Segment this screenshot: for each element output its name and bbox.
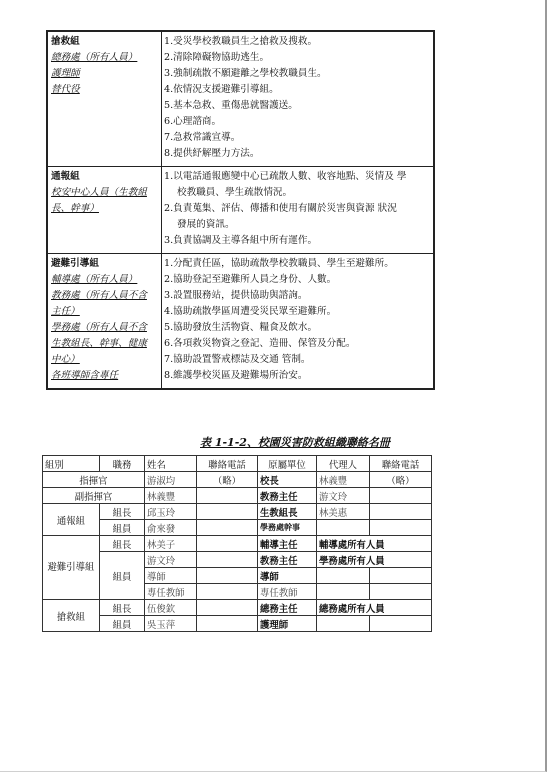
- group-member: 各班導師含專任: [51, 370, 119, 381]
- group-member: 中心）: [51, 354, 80, 365]
- group-cell: [47, 254, 162, 390]
- deputy-cell: [317, 584, 370, 600]
- duty-item: 1.受災學校教職員生之搶救及搜救。: [164, 36, 318, 47]
- header-group: 組別: [43, 456, 100, 472]
- deputy-cell: 總務處所有人員: [317, 600, 432, 616]
- group-title: 通報組: [51, 171, 80, 182]
- duty-item: 5.基本急救、重傷患就醫護送。: [164, 100, 298, 111]
- table-row: [43, 536, 432, 552]
- group-member: 學務處（所有人員不含: [51, 322, 147, 333]
- phone-cell: [197, 504, 258, 520]
- name-cell: 專任教師: [145, 584, 197, 600]
- phone-cell: [197, 520, 258, 536]
- duty-item: 校教職員、學生疏散情況。: [177, 187, 293, 198]
- phone2-cell: [370, 616, 432, 632]
- unit-cell: 輔導主任: [258, 536, 317, 552]
- phone-cell: [197, 568, 258, 584]
- deputy-cell: 輔導處所有人員: [317, 536, 432, 552]
- role-cell: 組長: [100, 600, 145, 616]
- phone-cell: [197, 616, 258, 632]
- group-cell: 通報組: [43, 504, 100, 536]
- duty-item: 7.急救常識宣導。: [164, 132, 241, 143]
- table-row: [43, 520, 432, 536]
- contact-header-row: [43, 456, 432, 472]
- phone2-cell: [370, 520, 432, 536]
- group-member: 護理師: [51, 68, 80, 79]
- deputy-cell: [317, 616, 370, 632]
- phone2-cell: （略）: [370, 472, 432, 488]
- duty-group-row: [47, 167, 434, 254]
- duty-item: 6.心理諮商。: [164, 116, 222, 127]
- name-cell: 伍俊欽: [145, 600, 197, 616]
- deputy-cell: [317, 568, 370, 584]
- name-cell: 吳玉萍: [145, 616, 197, 632]
- duty-item: 8.維護學校災區及避難場所治安。: [164, 370, 308, 381]
- role-cell: 組員: [100, 520, 145, 536]
- name-cell: 游文玲: [145, 552, 197, 568]
- duty-cell: [162, 254, 435, 390]
- group-member: 教務處（所有人員不含: [51, 290, 147, 301]
- phone2-cell: [370, 504, 432, 520]
- unit-cell: 校長: [258, 472, 317, 488]
- role-cell: 組員: [100, 616, 145, 632]
- duty-item: 6.各項救災物資之登記、造冊、保管及分配。: [164, 338, 356, 349]
- phone-cell: （略）: [197, 472, 258, 488]
- group-title: 搶救組: [51, 36, 80, 47]
- unit-cell: 學務處幹事: [258, 520, 317, 536]
- duty-item: 發展的資訊。: [177, 219, 235, 230]
- duty-cell: [162, 167, 435, 254]
- group-member: 總務處（所有人員）: [51, 52, 138, 63]
- header-phone: 聯絡電話: [197, 456, 258, 472]
- table-row: [43, 488, 432, 504]
- table-row: [43, 472, 432, 488]
- table-row: [43, 616, 432, 632]
- group-title: 避難引導組: [51, 258, 99, 269]
- group-cell: [47, 31, 162, 167]
- deputy-cell: 學務處所有人員: [317, 552, 432, 568]
- duty-item: 3.負責協調及主導各組中所有運作。: [164, 235, 318, 246]
- name-cell: 俞來發: [145, 520, 197, 536]
- unit-cell: 導師: [258, 568, 317, 584]
- group-member: 校安中心人員（生教組: [51, 187, 147, 198]
- role-cell: 組員: [100, 552, 145, 600]
- unit-cell: 生教組長: [258, 504, 317, 520]
- name-cell: 林美子: [145, 536, 197, 552]
- group-member: 長、幹事）: [51, 203, 99, 214]
- unit-cell: 教務主任: [258, 488, 317, 504]
- phone-cell: [197, 584, 258, 600]
- phone-cell: [197, 488, 258, 504]
- duty-item: 2.負責蒐集、評估、傳播和使用有關於災害與資源 狀況: [164, 203, 397, 214]
- phone2-cell: [370, 584, 432, 600]
- phone-cell: [197, 536, 258, 552]
- duty-item: 7.協助設置警戒標誌及交通 管制。: [164, 354, 311, 365]
- name-cell: 邱玉玲: [145, 504, 197, 520]
- deputy-cell: 林義豐: [317, 472, 370, 488]
- duty-item: 1.分配責任區，協助疏散學校教職員、學生至避難所。: [164, 258, 394, 269]
- phone2-cell: [370, 488, 432, 504]
- group-member: 生教組長、幹事、健康: [51, 338, 147, 349]
- group-member: 輔導處（所有人員）: [51, 274, 138, 285]
- unit-cell: 護理師: [258, 616, 317, 632]
- duty-group-row: [47, 31, 434, 167]
- group-cell: 避難引導組: [43, 536, 100, 600]
- deputy-cell: 游文玲: [317, 488, 370, 504]
- table-row: [43, 552, 432, 568]
- duty-table: [46, 30, 435, 390]
- unit-cell: 總務主任: [258, 600, 317, 616]
- unit-cell: 教務主任: [258, 552, 317, 568]
- header-phone2: 聯絡電話: [370, 456, 432, 472]
- name-cell: 林義豐: [145, 488, 197, 504]
- group-member: 替代役: [51, 84, 80, 95]
- header-deputy: 代理人: [317, 456, 370, 472]
- deputy-cell: 林美惠: [317, 504, 370, 520]
- header-unit: 原屬單位: [258, 456, 317, 472]
- duty-item: 3.設置服務站，提供協助與諮詢。: [164, 290, 308, 301]
- duty-cell: [162, 31, 435, 167]
- name-cell: 游淑均: [145, 472, 197, 488]
- table-caption: 表 1-1-2、校園災害防救組織聯絡名冊: [200, 436, 390, 449]
- table-row: [43, 600, 432, 616]
- group-cell: 指揮官: [43, 472, 145, 488]
- header-name: 姓名: [145, 456, 197, 472]
- duty-item: 2.清除障礙物協助逃生。: [164, 52, 270, 63]
- phone2-cell: [370, 568, 432, 584]
- group-cell: 副指揮官: [43, 488, 145, 504]
- duty-item: 3.強制疏散不願避離之學校教職員生。: [164, 68, 327, 79]
- table-row: [43, 504, 432, 520]
- duty-item: 2.協助登記至避難所人員之身份、人數。: [164, 274, 337, 285]
- duty-item: 8.提供紓解壓力方法。: [164, 148, 260, 159]
- unit-cell: 專任教師: [258, 584, 317, 600]
- role-cell: 組長: [100, 504, 145, 520]
- duty-item: 5.協助發放生活物資、糧食及飲水。: [164, 322, 318, 333]
- phone-cell: [197, 600, 258, 616]
- phone-cell: [197, 552, 258, 568]
- header-role: 職務: [100, 456, 145, 472]
- duty-item: 4.依情況支援避難引導組。: [164, 84, 279, 95]
- group-member: 主任）: [51, 306, 80, 317]
- contact-table: [42, 455, 432, 632]
- duty-group-row: [47, 254, 434, 390]
- group-cell: 搶救組: [43, 600, 100, 632]
- duty-item: 4.協助疏散學區周遭受災民眾至避難所。: [164, 306, 337, 317]
- role-cell: 組長: [100, 536, 145, 552]
- group-cell: [47, 167, 162, 254]
- name-cell: 導師: [145, 568, 197, 584]
- duty-item: 1.以電話通報應變中心已疏散人數、收容地點、災情及 學: [164, 171, 407, 182]
- deputy-cell: [317, 520, 370, 536]
